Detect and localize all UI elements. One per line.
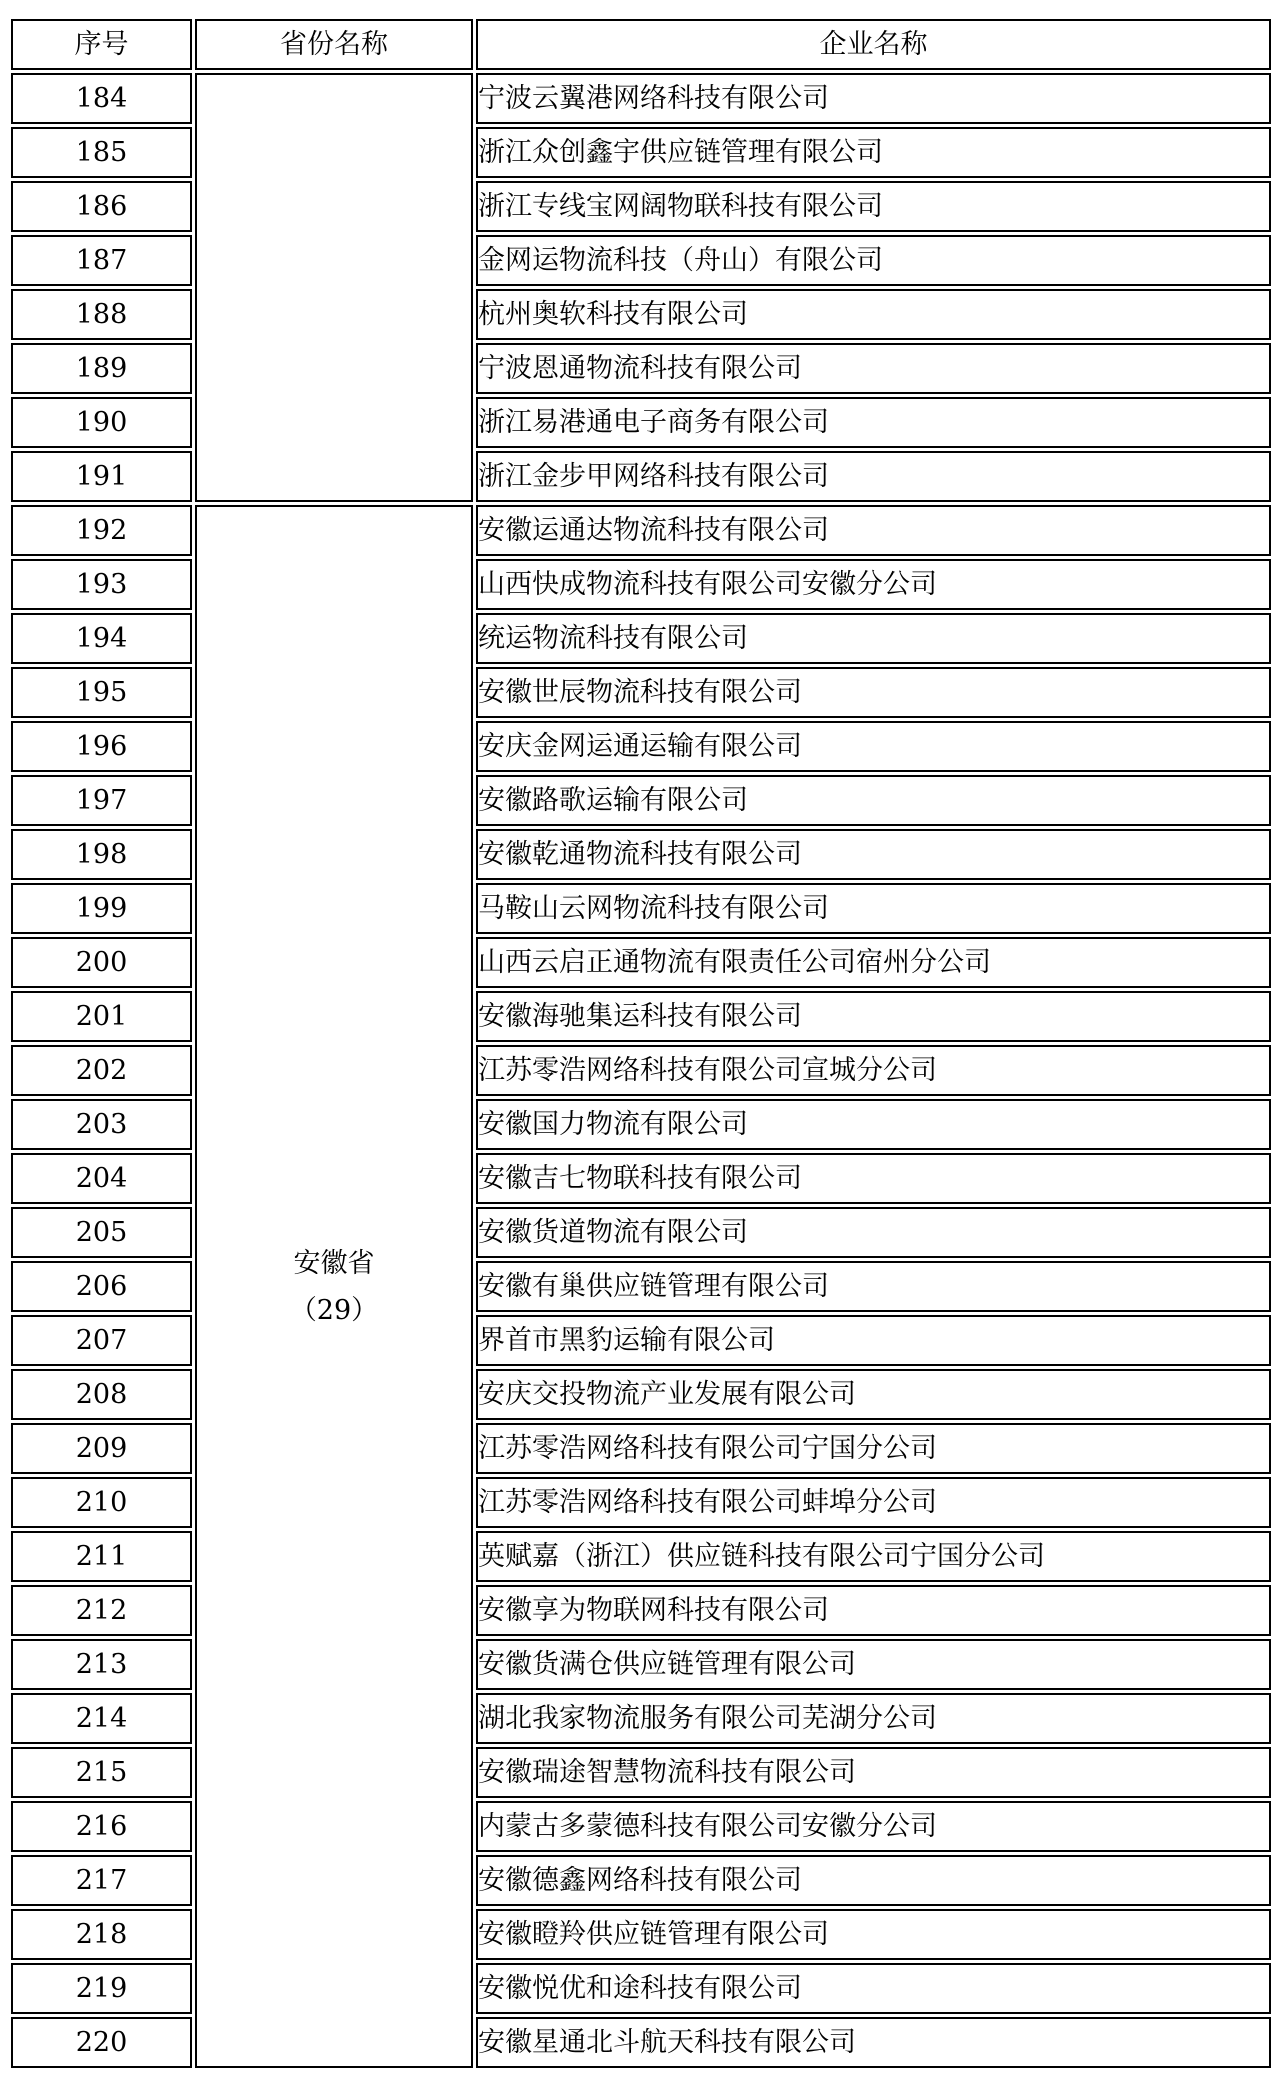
- row-enterprise-cell: 江苏零浩网络科技有限公司宣城分公司: [476, 1045, 1271, 1096]
- row-enterprise-cell: 江苏零浩网络科技有限公司蚌埠分公司: [476, 1477, 1271, 1528]
- row-seq-cell: 188: [11, 289, 192, 340]
- row-seq-cell: 201: [11, 991, 192, 1042]
- province-cell: [195, 73, 473, 502]
- row-seq-cell: 209: [11, 1423, 192, 1474]
- row-seq-cell: 216: [11, 1801, 192, 1852]
- row-seq-cell: 212: [11, 1585, 192, 1636]
- row-enterprise-cell: 安庆金网运通运输有限公司: [476, 721, 1271, 772]
- row-seq-cell: 196: [11, 721, 192, 772]
- row-enterprise-cell: 内蒙古多蒙德科技有限公司安徽分公司: [476, 1801, 1271, 1852]
- row-enterprise-cell: 杭州奥软科技有限公司: [476, 289, 1271, 340]
- row-enterprise-cell: 湖北我家物流服务有限公司芜湖分公司: [476, 1693, 1271, 1744]
- row-seq-cell: 193: [11, 559, 192, 610]
- row-enterprise-cell: 安徽货道物流有限公司: [476, 1207, 1271, 1258]
- row-enterprise-cell: 安徽乾通物流科技有限公司: [476, 829, 1271, 880]
- row-seq-cell: 218: [11, 1909, 192, 1960]
- row-seq-cell: 202: [11, 1045, 192, 1096]
- row-seq-cell: 208: [11, 1369, 192, 1420]
- row-enterprise-cell: 浙江易港通电子商务有限公司: [476, 397, 1271, 448]
- row-seq-cell: 213: [11, 1639, 192, 1690]
- row-seq-cell: 199: [11, 883, 192, 934]
- row-enterprise-cell: 金网运物流科技（舟山）有限公司: [476, 235, 1271, 286]
- table-body: [11, 73, 1271, 2068]
- row-seq-cell: 192: [11, 505, 192, 556]
- row-seq-cell: 185: [11, 127, 192, 178]
- province-count: （29）: [289, 1294, 379, 1326]
- row-enterprise-cell: 统运物流科技有限公司: [476, 613, 1271, 664]
- row-seq-cell: 210: [11, 1477, 192, 1528]
- row-seq-cell: 214: [11, 1693, 192, 1744]
- row-enterprise-cell: 安徽星通北斗航天科技有限公司: [476, 2017, 1271, 2068]
- row-enterprise-cell: 安徽吉七物联科技有限公司: [476, 1153, 1271, 1204]
- row-enterprise-cell: 界首市黑豹运输有限公司: [476, 1315, 1271, 1366]
- table-row: [11, 505, 1271, 556]
- row-seq-cell: 207: [11, 1315, 192, 1366]
- row-seq-cell: 204: [11, 1153, 192, 1204]
- row-seq-cell: 198: [11, 829, 192, 880]
- row-enterprise-cell: 浙江金步甲网络科技有限公司: [476, 451, 1271, 502]
- row-enterprise-cell: 安徽瞪羚供应链管理有限公司: [476, 1909, 1271, 1960]
- row-seq-cell: 189: [11, 343, 192, 394]
- row-enterprise-cell: 山西云启正通物流有限责任公司宿州分公司: [476, 937, 1271, 988]
- row-enterprise-cell: 安徽国力物流有限公司: [476, 1099, 1271, 1150]
- table-row: [11, 73, 1271, 124]
- row-seq-cell: 195: [11, 667, 192, 718]
- row-enterprise-cell: 安徽货满仓供应链管理有限公司: [476, 1639, 1271, 1690]
- row-seq-cell: 211: [11, 1531, 192, 1582]
- row-enterprise-cell: 英赋嘉（浙江）供应链科技有限公司宁国分公司: [476, 1531, 1271, 1582]
- row-seq-cell: 184: [11, 73, 192, 124]
- row-seq-cell: 220: [11, 2017, 192, 2068]
- row-enterprise-cell: 安徽路歌运输有限公司: [476, 775, 1271, 826]
- row-seq-cell: 194: [11, 613, 192, 664]
- header-seq: 序号: [11, 19, 192, 70]
- row-seq-cell: 217: [11, 1855, 192, 1906]
- row-enterprise-cell: 安徽运通达物流科技有限公司: [476, 505, 1271, 556]
- row-seq-cell: 203: [11, 1099, 192, 1150]
- row-enterprise-cell: 山西快成物流科技有限公司安徽分公司: [476, 559, 1271, 610]
- row-seq-cell: 197: [11, 775, 192, 826]
- row-seq-cell: 186: [11, 181, 192, 232]
- row-enterprise-cell: 安徽瑞途智慧物流科技有限公司: [476, 1747, 1271, 1798]
- header-province: 省份名称: [195, 19, 473, 70]
- province-name: 安徽省: [293, 1247, 375, 1279]
- row-enterprise-cell: 浙江专线宝网阔物联科技有限公司: [476, 181, 1271, 232]
- row-enterprise-cell: 浙江众创鑫宇供应链管理有限公司: [476, 127, 1271, 178]
- row-enterprise-cell: 安徽悦优和途科技有限公司: [476, 1963, 1271, 2014]
- row-enterprise-cell: 安庆交投物流产业发展有限公司: [476, 1369, 1271, 1420]
- row-seq-cell: 187: [11, 235, 192, 286]
- row-enterprise-cell: 安徽世辰物流科技有限公司: [476, 667, 1271, 718]
- province-cell: [195, 505, 473, 2068]
- row-enterprise-cell: 马鞍山云网物流科技有限公司: [476, 883, 1271, 934]
- row-seq-cell: 190: [11, 397, 192, 448]
- row-seq-cell: 205: [11, 1207, 192, 1258]
- row-seq-cell: 219: [11, 1963, 192, 2014]
- row-enterprise-cell: 宁波恩通物流科技有限公司: [476, 343, 1271, 394]
- row-enterprise-cell: 安徽德鑫网络科技有限公司: [476, 1855, 1271, 1906]
- row-enterprise-cell: 安徽有巢供应链管理有限公司: [476, 1261, 1271, 1312]
- row-seq-cell: 206: [11, 1261, 192, 1312]
- enterprise-list-table: [8, 16, 1274, 2071]
- row-seq-cell: 200: [11, 937, 192, 988]
- row-enterprise-cell: 江苏零浩网络科技有限公司宁国分公司: [476, 1423, 1271, 1474]
- row-seq-cell: 191: [11, 451, 192, 502]
- row-enterprise-cell: 安徽海驰集运科技有限公司: [476, 991, 1271, 1042]
- table-header-row: [11, 19, 1271, 70]
- row-enterprise-cell: 宁波云翼港网络科技有限公司: [476, 73, 1271, 124]
- row-enterprise-cell: 安徽享为物联网科技有限公司: [476, 1585, 1271, 1636]
- row-seq-cell: 215: [11, 1747, 192, 1798]
- header-enterprise: 企业名称: [476, 19, 1271, 70]
